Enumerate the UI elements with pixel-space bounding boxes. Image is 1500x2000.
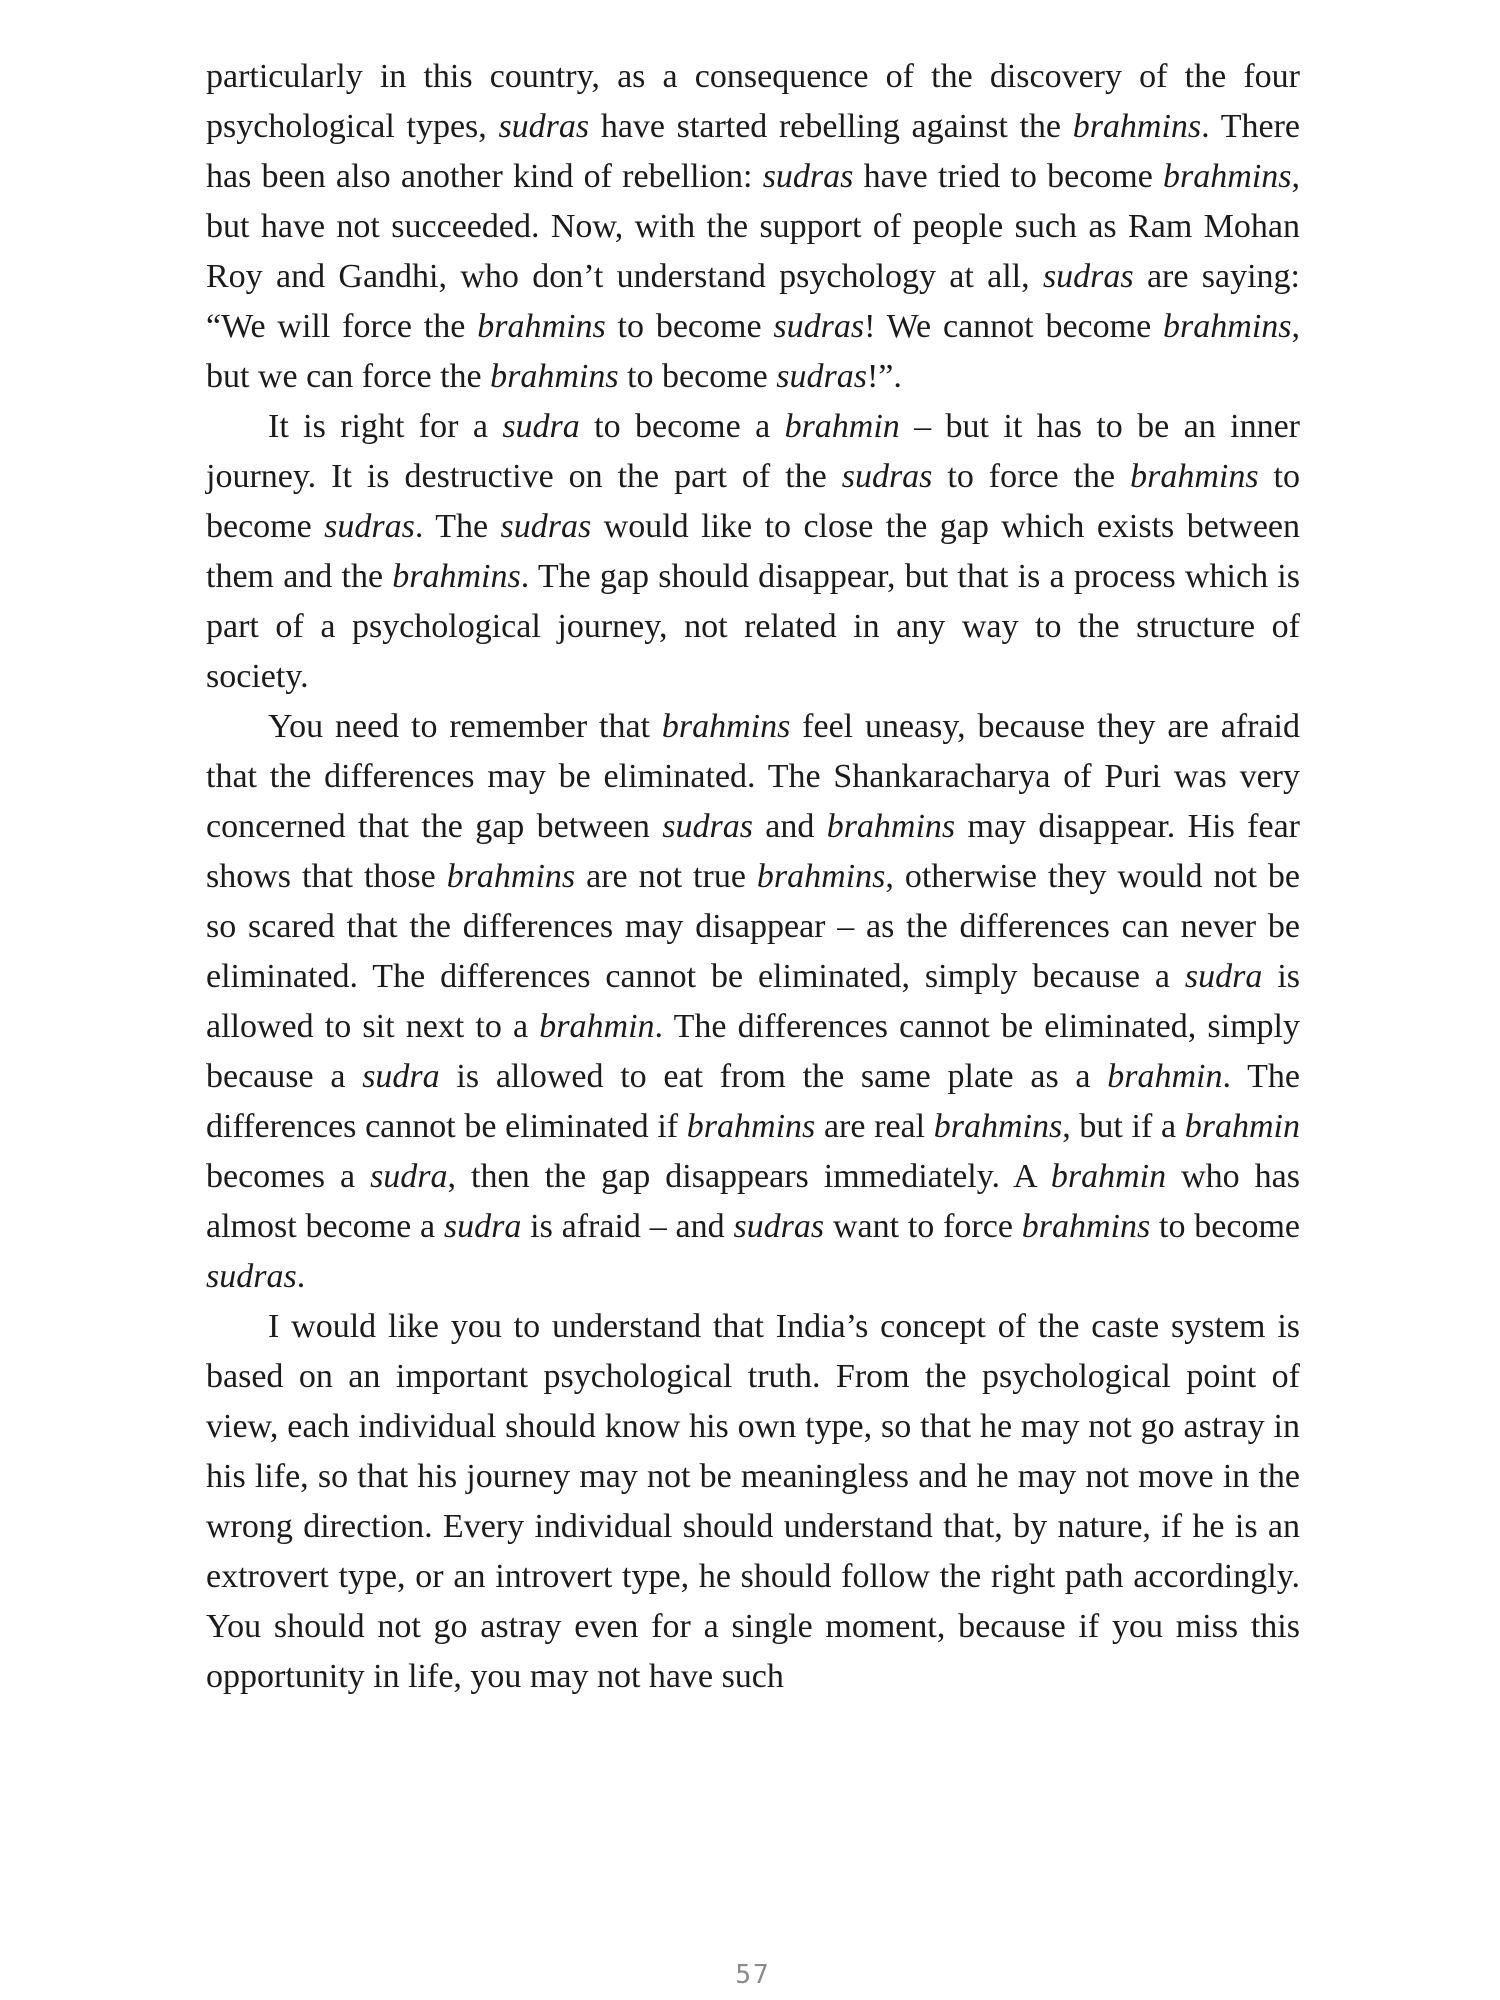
italic-term: sudra — [1184, 958, 1263, 995]
italic-term: sudras — [776, 358, 867, 395]
paragraph — [206, 1302, 1300, 1702]
italic-term: brahmin — [784, 408, 900, 445]
text-run: !”. — [866, 358, 902, 395]
paragraph — [206, 402, 1300, 702]
text-run: . The — [414, 508, 501, 545]
italic-term: sudras — [733, 1208, 825, 1245]
text-run: , then the gap disappears immediately. A — [447, 1158, 1051, 1195]
text-run: have started rebelling against the — [589, 108, 1073, 145]
text-run: to become — [605, 308, 774, 345]
text-run: ! We cannot become — [864, 308, 1164, 345]
text-run: have tried to become — [853, 158, 1164, 195]
italic-term: brahmins — [1163, 308, 1292, 345]
text-run: is afraid – and — [521, 1208, 734, 1245]
italic-term: brahmins — [661, 708, 791, 745]
italic-term: sudras — [762, 158, 854, 195]
text-run: – but it has to be an inner journey. It is destructive on the part of the — [206, 408, 1300, 495]
italic-term: sudra — [443, 1208, 522, 1245]
text-run: is allowed to sit next to a — [206, 958, 1300, 1045]
text-run: . The gap should disappear, but that is a process which is part of a psychological journey, not related in any way to the structure of society. — [206, 558, 1300, 695]
italic-term: brahmin — [1107, 1058, 1223, 1095]
paragraph — [206, 702, 1300, 1302]
italic-term: sudra — [370, 1158, 448, 1195]
italic-term: sudras — [498, 108, 590, 145]
italic-term: brahmins — [477, 308, 606, 345]
italic-term: brahmins — [1072, 108, 1202, 145]
text-run: are real — [815, 1108, 934, 1145]
italic-term: sudras — [662, 808, 753, 845]
italic-term: sudras — [841, 458, 933, 495]
italic-term: brahmins — [1163, 158, 1292, 195]
italic-term: brahmin — [1050, 1158, 1167, 1195]
text-run: is allowed to eat from the same plate as a — [439, 1058, 1108, 1095]
text-run: . The differences cannot be eliminated, simply because a — [206, 1008, 1300, 1095]
text-run: , otherwise they would not be so scared that the differences may disappear – as the differences can never be eliminated. The differences cannot be eliminated, simply because a — [206, 858, 1300, 995]
text-run: You need to remember that — [268, 708, 662, 745]
italic-term: brahmins — [490, 358, 619, 395]
italic-term: brahmins — [1130, 458, 1259, 495]
text-run: I would like you to understand that India’s concept of the caste system is based on an important psychological truth. From the psychological point of view, each individual should know his own type, so that he may not go astray in his life, so that his journey may not be meaningless and he may not move in the wrong direction. Every individual should understand that, by nature, if he is an extrovert type, or an introvert type, he should follow the right path accordingly. You should not go astray even for a single moment, because if you miss this opportunity in life, you may not have such — [206, 1308, 1300, 1695]
text-run: who has almost become a — [206, 1158, 1300, 1245]
italic-term: sudras — [1042, 258, 1134, 295]
text-run: , but have not succeeded. Now, with the support of people such as Ram Mohan Roy and Gandhi, who don’t understand psychology at all, — [206, 158, 1301, 295]
book-page — [206, 52, 1301, 1990]
italic-term: brahmin — [1184, 1108, 1300, 1145]
italic-term: sudras — [500, 508, 592, 545]
text-run: . The differences cannot be eliminated if — [206, 1058, 1300, 1145]
page-number: 57 — [735, 1960, 771, 1990]
text-run: want to force — [824, 1208, 1022, 1245]
text-run: It is right for a — [268, 408, 503, 445]
italic-term: brahmins — [1021, 1208, 1151, 1245]
italic-term: brahmins — [826, 808, 956, 845]
text-run: , but if a — [1062, 1108, 1185, 1145]
body-text — [206, 52, 1300, 1702]
italic-term: brahmins — [756, 858, 886, 895]
text-run: would like to close the gap which exists between them and the — [206, 508, 1301, 595]
text-run: particularly in this country, as a consequence of the discovery of the four psychological types, — [206, 58, 1300, 145]
text-run: and — [752, 808, 827, 845]
text-run: . — [296, 1258, 306, 1295]
italic-term: sudras — [324, 508, 415, 545]
text-run: may disappear. His fear shows that those — [206, 808, 1300, 895]
text-run: are not true — [575, 858, 757, 895]
italic-term: brahmins — [446, 858, 576, 895]
italic-term: brahmins — [392, 558, 521, 595]
paragraph — [206, 52, 1300, 402]
text-run: . There has been also another kind of rebellion: — [206, 108, 1300, 195]
italic-term: sudra — [502, 408, 580, 445]
text-run: becomes a — [206, 1158, 371, 1195]
italic-term: brahmins — [686, 1108, 816, 1145]
italic-term: sudras — [773, 308, 865, 345]
italic-term: brahmin — [539, 1008, 655, 1045]
text-run: are saying: “We will force the — [206, 258, 1301, 345]
text-run: to become — [1150, 1208, 1300, 1245]
text-run: to become a — [579, 408, 785, 445]
italic-term: sudras — [206, 1258, 297, 1295]
text-run: , but we can force the — [206, 308, 1300, 395]
text-run: to become — [618, 358, 777, 395]
text-run: to force the — [932, 458, 1131, 495]
text-run: to become — [206, 458, 1300, 545]
italic-term: brahmins — [933, 1108, 1063, 1145]
italic-term: sudra — [362, 1058, 440, 1095]
text-run: feel uneasy, because they are afraid that the differences may be eliminated. The Shankaracharya of Puri was very concerned that the gap between — [206, 708, 1300, 845]
